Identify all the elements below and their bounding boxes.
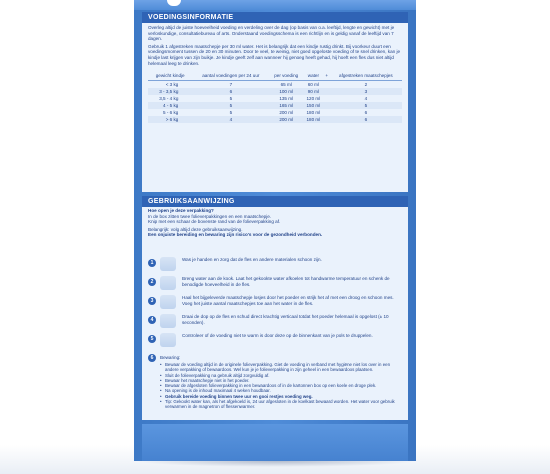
cell-feedings: 5: [192, 102, 269, 109]
preparation-steps: [148, 256, 404, 351]
col-water: water: [303, 72, 324, 81]
step-text: Controleer of de voeding niet te warm is door deze op de binnenkant van je pols te druppelen.: [182, 333, 373, 338]
list-item: • Bewaar het maatschepje niet in het poeder.: [160, 378, 404, 383]
cell-scoops: 3: [330, 88, 402, 95]
step-number: 1: [148, 259, 156, 267]
step-text: Was je handen en zorg dat de fles en andere materialen schoon zijn.: [182, 257, 322, 262]
list-item: • Bewaar de afgesloten folieverpakking in een bewaardoos of in de kartonnen box op een koele en droge plek.: [160, 383, 404, 388]
important-note: Belangrijk: volg altijd deze gebruiksaanwijzing.: [148, 226, 243, 232]
cell-feedings: 5: [229, 95, 233, 101]
step-text: Breng water aan de kook. Laat het gekookte water afkoelen tot handwarme temperatuur en schenk de benodigde hoeveelheid in de fles.: [182, 276, 390, 287]
open-question: Hoe open je deze verpakking?: [148, 208, 214, 213]
usage-instructions-panel: [142, 196, 408, 420]
cell-per-feeding: 65 ml: [280, 81, 292, 87]
flap-notch: [167, 0, 181, 6]
step-number: 5: [148, 335, 156, 343]
cell-weight: 4 - 5 kg: [148, 102, 192, 109]
shake-bottle-icon: [160, 314, 176, 328]
cell-water: 120 ml: [306, 95, 321, 101]
feeding-info-title: VOEDINGSINFORMATIE: [142, 12, 408, 23]
list-item: • Bewaar de voeding altijd in de originele folieverpakking. Giet de voeding in verband met hygiëne niet los over in een andere verpakking of bewaardoos. Wel kun je je folieverpakking in zijn geheel in een bewaardoos plaatsen.: [160, 362, 404, 373]
col-scoops: afgestreken maatschepjes: [330, 72, 402, 81]
col-per-feeding: per voeding: [269, 72, 303, 81]
step-text: Haal het bijgeleverde maatschepje losjes door het poeder en strijk het af met een droog en schoon mes. Voeg het juiste aantal maatschepjes toe aan het water in de fles.: [182, 295, 394, 306]
storage-heading: Bewaring:: [160, 355, 181, 360]
cell-feedings: 4: [192, 116, 269, 123]
step-number: 2: [148, 278, 156, 286]
cell-weight: 3,5 - 4 kg: [159, 95, 179, 101]
cell-water: 90 ml: [303, 88, 324, 95]
carton-top-flap: [134, 0, 416, 10]
list-item: • Gebruik bereide voeding binnen twee uur en gooi restjes voeding weg.: [160, 394, 404, 399]
table-row: [148, 116, 402, 123]
cell-feedings: 6: [192, 88, 269, 95]
step-item: [148, 275, 404, 294]
step-number: 4: [148, 316, 156, 324]
cell-scoops: 5: [330, 102, 402, 109]
kettle-icon: [160, 276, 176, 290]
step-item: [148, 332, 404, 351]
feeding-info-rule: Gebruik 1 afgestreken maatschepje per 30 ml water. Het is belangrijk dat een kindje rustig drinkt. Bij voorkeur duurt een voedingsmoment tussen de 20 en 30 minuten. Door te veel, te weinig, niet goed opgeloste voeding of te snel drinken, kan je kindje last krijgen van zijn buikje. Je kindje geeft zelf aan wanneer hij genoeg heeft gehad, hij hoeft een fles dus niet altijd helemaal leeg te drinken.: [148, 43, 401, 66]
cell-scoops: 2: [364, 81, 368, 87]
step-item: [148, 313, 404, 332]
cell-scoops: 4: [364, 95, 368, 101]
cell-water: 150 ml: [303, 102, 324, 109]
usage-title: GEBRUIKSAANWIJZING: [142, 196, 408, 207]
cell-scoops: 6: [364, 109, 368, 115]
cell-feedings: 7: [229, 81, 233, 87]
formula-carton-back: [134, 0, 416, 461]
cell-water: 180 ml: [303, 116, 324, 123]
step-item: [148, 256, 404, 275]
risk-note: Een onjuiste bereiding en bewaring zijn risico's voor de gezondheid verbonden.: [148, 232, 323, 238]
list-item: • Tip: Gekookt water kan, als het afgekoeld is, 24 uur afgesloten in de koelkast bewaard worden. Het water voor gebruik verwarmen in de magnetron of flessenwarmer.: [160, 399, 404, 410]
list-item: • Sluit de folieverpakking na gebruik altijd zorgvuldig af.: [160, 373, 404, 378]
table-header-row: [148, 72, 402, 81]
cell-weight: < 3 kg: [165, 81, 179, 87]
feeding-info-intro: Overleg altijd de juiste hoeveelheid voeding en verdeling over de dag (op basis van o.a. leeftijd, lengte en gewicht) met je verloskundige, consultatiebureau of arts. Onderstaand voedingsschema is een richtlijn en is geldig vanaf de leeftijd van 7 dagen.: [148, 25, 395, 42]
wrist-test-icon: [160, 333, 176, 347]
cell-per-feeding: 135 ml: [279, 95, 294, 101]
cell-per-feeding: 165 ml: [269, 102, 303, 109]
storage-list: [160, 362, 404, 410]
cell-weight: 5 - 6 kg: [163, 109, 179, 115]
table-row: [148, 81, 402, 89]
table-row: [148, 95, 402, 102]
cell-per-feeding: 100 ml: [269, 88, 303, 95]
cell-weight: > 6 kg: [148, 116, 192, 123]
cell-water: 60 ml: [307, 81, 319, 87]
col-plus: +: [324, 72, 330, 81]
cell-feedings: 5: [229, 109, 233, 115]
col-feedings: aantal voedingen per 24 uur: [192, 72, 269, 81]
open-answer-1: In de box zitten twee folieverpakkingen en een maatschepje.: [148, 213, 272, 219]
feeding-schedule-table: [148, 72, 402, 123]
col-weight: gewicht kindje: [148, 72, 192, 81]
cell-per-feeding: 200 ml: [269, 116, 303, 123]
carton-bottom-band: [142, 424, 408, 461]
feeding-info-panel: [142, 12, 408, 192]
cell-per-feeding: 200 ml: [279, 109, 294, 115]
table-row: [148, 88, 402, 95]
step-item: [148, 294, 404, 313]
table-row: [148, 109, 402, 116]
table-row: [148, 102, 402, 109]
step-number: 6: [148, 354, 156, 362]
cell-weight: 3 - 3,5 kg: [148, 88, 192, 95]
step-text: Draai de dop op de fles en schud direct krachtig verticaal totdat het poeder helemaal is opgelost (± 10 seconden).: [182, 314, 389, 325]
scoop-icon: [160, 295, 176, 309]
list-item: • Na opening is de inhoud maximaal 4 weken houdbaar.: [160, 388, 404, 393]
wash-hands-icon: [160, 257, 176, 271]
cell-water: 180 ml: [306, 109, 321, 115]
open-answer-2: Knip met een schaar de bovenste rand van de folieverpakking af.: [148, 219, 281, 225]
cell-scoops: 6: [330, 116, 402, 123]
step-number: 3: [148, 297, 156, 305]
